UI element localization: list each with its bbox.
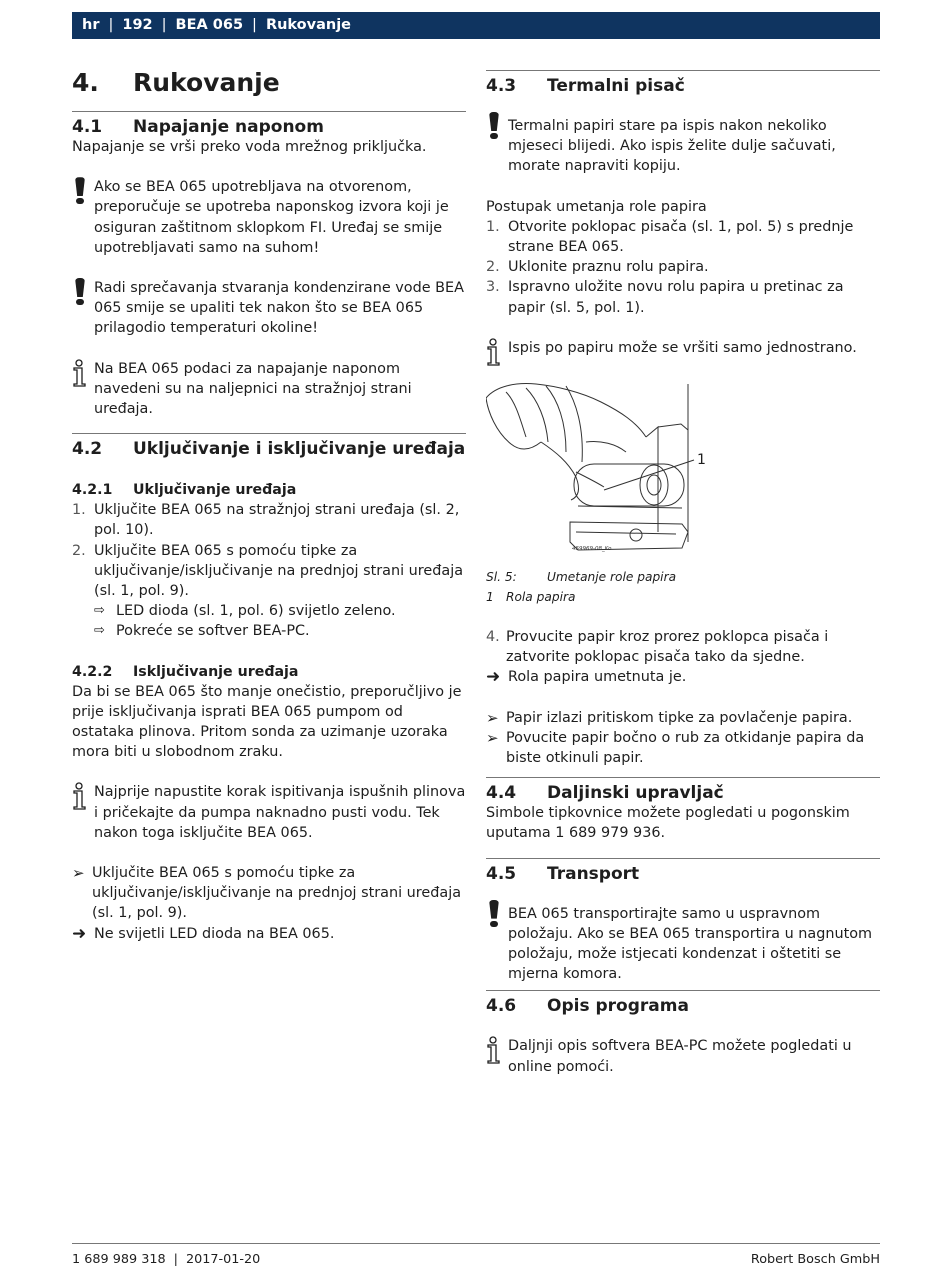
section-title: Opis programa — [547, 996, 689, 1017]
result-item — [72, 621, 466, 641]
page-footer — [72, 1250, 880, 1270]
warning-text: Radi sprečavanja stvaranja kondenzirane vode BEA 065 smije se upaliti tek nakon što se BEA 065 prilagodio temperaturi okoline! — [94, 280, 464, 337]
info-icon — [72, 359, 94, 420]
subsection-heading-4-2-2 — [72, 662, 466, 682]
action-arrowhead-icon: ➢ — [72, 864, 85, 883]
section-number: 4.4 — [486, 783, 517, 804]
printer-paper-roll-figure — [486, 382, 706, 562]
info-note — [486, 1036, 880, 1076]
footer-company: Robert Bosch GmbH — [750, 1252, 880, 1267]
hollow-arrow-icon: ⇨ — [94, 603, 105, 619]
section-title: Napajanje naponom — [133, 117, 324, 137]
section-number: 4.2 — [72, 439, 103, 460]
section-heading-4-6 — [486, 990, 880, 1016]
action-step — [72, 863, 466, 924]
printer-illustration — [486, 382, 711, 562]
warning-text: Termalni papiri stare pa ispis nakon nekoliko mjeseci blijedi. Ako ispis želite dulje sačuvati, morate napraviti kopiju. — [508, 118, 836, 175]
section-title: Termalni pisač — [547, 76, 685, 96]
warning-icon — [486, 900, 508, 985]
list-number: 1. — [72, 502, 86, 519]
page-header — [72, 12, 880, 39]
subsection-heading-4-2-1 — [72, 480, 466, 500]
info-icon — [486, 1036, 508, 1076]
list-number: 4. — [486, 629, 500, 646]
list-text: Uklonite praznu rolu papira. — [508, 259, 709, 276]
footer-document-number: 1 689 989 318 — [72, 1252, 166, 1267]
action-arrowhead-icon: ➢ — [486, 728, 499, 747]
warning-text: BEA 065 transportirajte samo u uspravnom položaju. Ako se BEA 065 transportira u nagnutom položaju, može istjecati kondenzat i oštetiti se mjerna komora. — [508, 905, 873, 983]
info-note — [72, 782, 466, 843]
list-text: Uključite BEA 065 na stražnjoj strani uređaja (sl. 2, pol. 10). — [94, 502, 460, 539]
info-icon — [486, 338, 508, 372]
action-text: Povucite papir bočno o rub za otkidanje papira da biste otkinuli papir. — [506, 729, 865, 767]
bold-arrow-icon: ➜ — [486, 667, 501, 688]
result-line — [486, 667, 880, 687]
list-number: 3. — [486, 279, 500, 296]
info-note — [72, 359, 466, 420]
caption-text: Umetanje role papira — [547, 570, 677, 585]
action-step — [486, 728, 880, 768]
section-heading-4-2 — [72, 433, 466, 459]
paragraph: Simbole tipkovnice možete pogledati u pogonskim uputama 1 689 979 936. — [486, 805, 850, 842]
section-number: 4.6 — [486, 996, 517, 1017]
list-item — [486, 627, 880, 667]
list-number: 1. — [486, 218, 500, 235]
action-arrowhead-icon: ➢ — [486, 708, 499, 727]
action-text: Papir izlazi pritiskom tipke za povlačenje papira. — [506, 709, 853, 726]
section-title: Daljinski upravljač — [547, 783, 724, 804]
list-number: 2. — [486, 259, 500, 276]
list-item — [72, 500, 466, 540]
subsection-title: Uključivanje uređaja — [133, 482, 297, 499]
result-text: Pokreće se softver BEA-PC. — [116, 623, 310, 640]
section-heading-4-4 — [486, 777, 880, 803]
list-text: Uključite BEA 065 s pomoću tipke za uključivanje/isključivanje na prednjoj strani uređaja (sl. 1, pol. 9). — [94, 542, 464, 600]
info-text: Ispis po papiru može se vršiti samo jednostrano. — [508, 339, 857, 356]
list-item — [486, 257, 880, 277]
action-text: Uključite BEA 065 s pomoću tipke za uključivanje/isključivanje na prednjoj strani uređaja (sl. 1, pol. 9). — [92, 865, 462, 922]
header-separator: | — [161, 17, 167, 34]
info-text: Daljnji opis softvera BEA-PC možete pogledati u online pomoći. — [508, 1038, 852, 1075]
header-language: hr — [82, 17, 100, 34]
list-item — [486, 217, 880, 257]
footer-separator: | — [173, 1252, 178, 1267]
section-title: Uključivanje i isključivanje uređaja — [133, 439, 466, 460]
list-item — [72, 541, 466, 602]
figure-code: 459969-08_Ko — [572, 546, 612, 553]
header-page-number: 192 — [122, 17, 153, 34]
figure-legend — [486, 587, 880, 607]
list-text: Provucite papir kroz prorez poklopca pisača i zatvorite poklopac pisača tako da sjedne. — [506, 629, 829, 666]
legend-text: Rola papira — [506, 590, 576, 605]
list-text: Ispravno uložite novu rolu papira u pretinac za papir (sl. 5, pol. 1). — [508, 279, 844, 316]
warning-text: Ako se BEA 065 upotrebljava na otvorenom, preporučuje se upotreba naponskog izvora koji je osiguran zaštitnom sklopkom FI. Uređaj se smije upotrebljavati samo na suhom! — [94, 179, 449, 256]
subsection-title: Isključivanje uređaja — [133, 663, 299, 680]
chapter-title — [72, 68, 466, 98]
section-number: 4.5 — [486, 863, 517, 884]
info-text: Na BEA 065 podaci za napajanje naponom navedeni su na naljepnici na stražnjoj strani uređaja. — [94, 360, 412, 418]
list-number: 2. — [72, 542, 86, 559]
header-product: BEA 065 — [175, 17, 244, 34]
result-line — [72, 924, 466, 944]
left-column — [72, 60, 466, 944]
header-separator: | — [108, 17, 114, 34]
figure-caption — [486, 567, 880, 587]
list-item — [486, 277, 880, 317]
paragraph: Da bi se BEA 065 što manje onečistio, preporučljivo je prije isključivanja isprati BEA 065 pumpom od ostataka plinova. Pritom sonda za uzimanje uzoraka mora biti u slobodnom zraku. — [72, 683, 462, 761]
warning-icon — [486, 112, 508, 177]
procedure-title: Postupak umetanja role papira — [486, 198, 707, 215]
warning-icon — [72, 278, 94, 339]
section-heading-4-5 — [486, 858, 880, 884]
subsection-number: 4.2.1 — [72, 482, 113, 499]
right-column — [486, 60, 880, 1077]
warning-note — [486, 112, 880, 177]
result-text: Ne svijetli LED dioda na BEA 065. — [94, 925, 335, 942]
list-text: Otvorite poklopac pisača (sl. 1, pol. 5) s prednje strane BEA 065. — [508, 218, 854, 256]
footer-divider — [72, 1243, 880, 1244]
paragraph: Napajanje se vrši preko voda mrežnog priključka. — [72, 139, 427, 155]
header-section: Rukovanje — [265, 17, 352, 34]
header-separator: | — [252, 17, 257, 34]
legend-number: 1 — [486, 590, 494, 605]
warning-note — [72, 177, 466, 258]
section-number: 4.3 — [486, 76, 517, 96]
section-number: 4.1 — [72, 117, 103, 137]
warning-note — [486, 900, 880, 985]
bold-arrow-icon: ➜ — [72, 923, 87, 944]
section-heading-4-1 — [72, 111, 466, 137]
warning-icon — [72, 177, 94, 258]
section-title: Transport — [547, 863, 640, 884]
chapter-heading: Rukovanje — [133, 68, 280, 97]
footer-date: 2017-01-20 — [185, 1252, 261, 1267]
section-heading-4-3 — [486, 70, 880, 96]
figure-callout-number: 1 — [697, 452, 706, 469]
chapter-number: 4. — [72, 68, 99, 97]
subsection-number: 4.2.2 — [72, 663, 113, 680]
result-text: LED dioda (sl. 1, pol. 6) svijetlo zeleno. — [116, 603, 396, 620]
info-icon — [72, 782, 94, 843]
action-step — [486, 708, 880, 728]
warning-note — [72, 278, 466, 339]
footer-left — [72, 1250, 260, 1270]
hollow-arrow-icon: ⇨ — [94, 623, 105, 639]
result-text: Rola papira umetnuta je. — [508, 669, 687, 686]
result-item — [72, 601, 466, 621]
caption-label: Sl. 5: — [486, 570, 517, 585]
info-note — [486, 338, 880, 372]
info-text: Najprije napustite korak ispitivanja ispušnih plinova i pričekajte da pumpa naknadno pusti vodu. Tek nakon toga isključite BEA 065. — [94, 784, 466, 841]
